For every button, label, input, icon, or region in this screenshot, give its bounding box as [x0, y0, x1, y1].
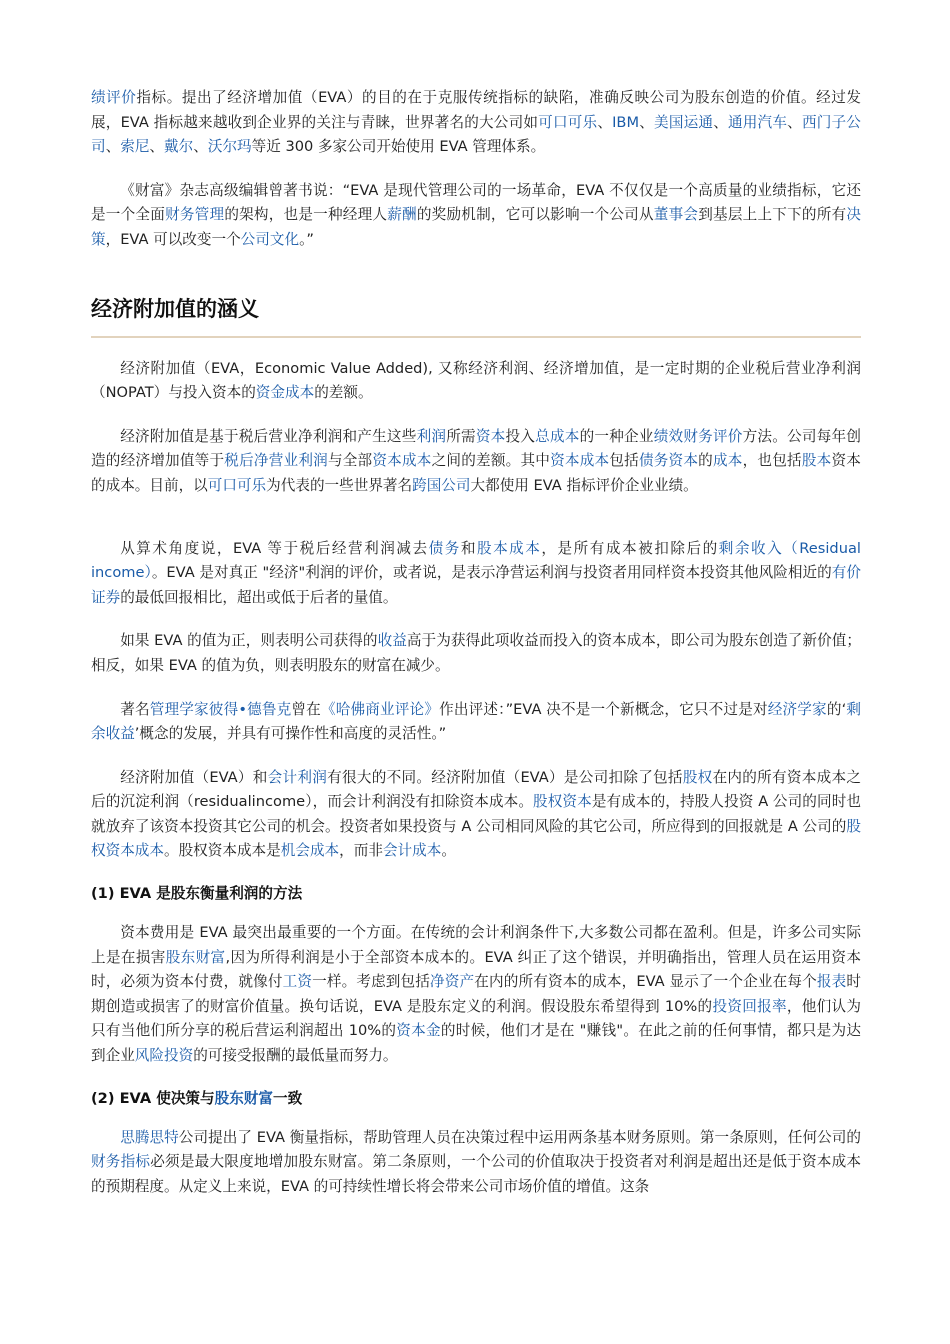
text-run: 、 [639, 113, 655, 131]
subheading [91, 1088, 861, 1110]
body-paragraph [91, 629, 861, 678]
subheading-prefix: (2) EVA 使决策与 [91, 1089, 215, 1107]
inline-link[interactable]: IBM [612, 113, 640, 131]
text-run: 的奖励机制，它可以影响一个公司从 [416, 206, 654, 224]
subheading: (1) EVA 是股东衡量利润的方法 [91, 885, 303, 903]
text-run: 到基层上上下下的所有 [698, 206, 847, 224]
inline-link[interactable]: 会计利润 [267, 768, 328, 786]
text-run: 的可接受报酬的最低量而努力。 [193, 1047, 398, 1065]
inline-link[interactable]: 沃尔玛 [207, 138, 252, 156]
document-page [91, 86, 861, 1199]
inline-link[interactable]: 净资产 [430, 973, 475, 991]
text-run: ，而非 [339, 842, 383, 860]
inline-link[interactable]: 戴尔 [164, 138, 194, 156]
text-run: 、 [105, 138, 121, 156]
body-paragraph [91, 698, 861, 747]
inline-link[interactable]: 股东财富 [214, 1089, 273, 1107]
inline-link[interactable]: 股权 [682, 768, 713, 786]
inline-link[interactable]: 会计成本 [382, 842, 442, 860]
inline-link[interactable]: 思腾思特 [120, 1128, 179, 1146]
inline-link[interactable]: 风险投资 [134, 1047, 194, 1065]
inline-link[interactable]: 工资 [282, 973, 313, 991]
text-run: 高于为获得此项收益而投入的资本成本，即公司为股东创造了新价值；相反，如果 EVA 的值为负，则表明股东的财富在减少。 [91, 632, 861, 674]
text-run: ,因为所得利润是小于全部资本成本的。EVA 纠正了这个错误，并明确指出，管理人员在运用资本时，必须为资本付费，就像付 [91, 948, 861, 991]
text-run: 公司提出了 EVA 衡量指标，帮助管理人员在决策过程中运用两条基本财务原则。第一条原则，任何公司的 [178, 1128, 861, 1146]
text-run: 。EVA 是对真正 "经济"利润的评价，或者说，是表示净营运利润与投资者用同样资本投资其他风险相近的 [151, 564, 832, 582]
inline-link[interactable]: 资本成本 [550, 452, 610, 470]
intro-paragraph [91, 179, 861, 253]
inline-link[interactable]: 跨国公司 [412, 476, 471, 494]
inline-link[interactable]: 有价证券 [91, 564, 861, 606]
inline-link[interactable]: 公司文化 [240, 230, 300, 248]
inline-link[interactable]: 利润 [416, 427, 447, 445]
text-run: 大都使用 EVA 指标评价企业业绩。 [470, 476, 698, 494]
text-run: 资本费用是 EVA 最突出最重要的一个方面。在传统的会计利润条件下,大多数公司都在盈利。但是，许多公司实际上是在损害 [91, 924, 861, 966]
text-run: 的差额。 [314, 384, 373, 402]
inline-link[interactable]: 股权资本 [533, 793, 592, 811]
inline-link[interactable]: 总成本 [535, 427, 580, 445]
text-run: 与全部 [327, 452, 373, 470]
text-run: 的时候，他们才是在 "赚钱"。在此之前的任何事情，都只是为达到企业 [91, 1022, 861, 1065]
text-run: 作出评述：”EVA 决不是一个新概念，它只不过是对 [439, 700, 768, 718]
text-run: 从算术角度说，EVA 等于税后经营利润减去 [120, 539, 429, 557]
body-paragraph [91, 921, 861, 1069]
inline-link[interactable]: 股权资本成本 [91, 817, 861, 860]
text-run: 著名 [120, 700, 150, 718]
text-run: 、 [787, 113, 802, 131]
text-run: 是有成本的，持股人投资 A 公司的同时也就放弃了该资本投资其它公司的机会。投资者如果投资与 A 公司相同风险的其它公司，所应得到的回报就是 A 公司的 [91, 793, 861, 835]
text-run: 、 [597, 113, 613, 131]
inline-link[interactable]: 董事会 [653, 206, 699, 224]
inline-link[interactable]: 股本 [801, 452, 832, 470]
text-run: 一样。考虑到包括 [312, 973, 431, 991]
inline-link[interactable]: 管理学家彼得•德鲁克 [149, 700, 292, 718]
text-run: 有很大的不同。经济附加值（EVA）是公司扣除了包括 [327, 768, 683, 786]
inline-link[interactable]: 绩评价 [91, 89, 137, 106]
text-run: 如果 EVA 的值为正，则表明公司获得的 [120, 632, 378, 650]
text-run: 经济附加值（EVA）和 [120, 768, 268, 786]
section-title: 经济附加值的涵义 [91, 296, 259, 321]
inline-link[interactable]: 资金成本 [255, 384, 315, 402]
inline-link[interactable]: 剩余收益 [91, 700, 861, 743]
inline-link[interactable]: 可口可乐 [207, 476, 267, 494]
inline-link[interactable]: 经济学家 [767, 700, 827, 718]
inline-link[interactable]: 财务指标 [91, 1153, 151, 1171]
inline-link[interactable]: 索尼 [120, 138, 150, 156]
body-paragraph [91, 357, 861, 406]
inline-link[interactable]: 税后净营业利润 [224, 452, 328, 470]
inline-link[interactable]: 投资回报率 [712, 997, 787, 1015]
text-run: 、 [713, 113, 728, 131]
text-run: 指标。提出了经济增加值（EVA）的目的在于克服传统指标的缺陷，准确反映公司为股东创造的价值。经过发展，EVA 指标越来越收到企业界的关注与青睐，世界著名的大公司如 [91, 89, 861, 131]
inline-link[interactable]: 美国运通 [654, 113, 714, 131]
text-run: 在内的所有资本成本之后的沉淀利润（residualincome），而会计利润没有扣除资本成本。 [91, 768, 861, 811]
inline-link[interactable]: 决策 [91, 206, 861, 248]
text-run: 和 [460, 539, 477, 557]
text-run: 的‘ [826, 700, 847, 718]
body-paragraph [91, 537, 861, 611]
text-run: 时期创造或损害了的财富价值量。换句话说，EVA 是股东定义的利润。假设股东希望得到 10%的 [91, 973, 861, 1015]
section-divider [91, 336, 861, 338]
inline-link[interactable]: 债务 [428, 539, 461, 557]
text-run: 的一种企业 [579, 427, 654, 445]
inline-link[interactable]: 报表 [816, 973, 847, 991]
inline-link[interactable]: 资本成本 [372, 452, 432, 470]
inline-link[interactable]: 资本金 [396, 1022, 441, 1040]
text-run: 在内的所有资本的成本，EVA 显示了一个企业在每个 [474, 973, 817, 991]
inline-link[interactable]: 债务资本 [638, 452, 699, 470]
inline-link[interactable]: 绩效财务评价 [653, 427, 743, 445]
text-run: 方法。公司每年创造的经济增加值等于 [91, 427, 861, 470]
text-run: 的最低回报相比，超出或低于后者的量值。 [120, 588, 398, 606]
body-paragraph [91, 425, 861, 499]
text-run: 所需 [446, 427, 476, 445]
text-run: ，EVA 可以改变一个 [105, 230, 241, 248]
inline-link[interactable]: 成本 [712, 452, 743, 470]
inline-link[interactable]: 通用汽车 [727, 113, 788, 131]
text-run: 、 [193, 138, 208, 156]
text-run: ’概念的发展，并具有可操作性和高度的灵活性。” [134, 725, 447, 743]
inline-link[interactable]: 资本 [475, 427, 506, 445]
body-paragraph [91, 1126, 861, 1200]
inline-link[interactable]: 股本成本 [476, 539, 542, 557]
text-run: 的架构，也是一种经理人 [224, 206, 388, 224]
inline-link[interactable]: 股东财富 [165, 948, 226, 966]
text-run: 等近 300 多家公司开始使用 EVA 管理体系。 [251, 138, 546, 156]
text-run: 为代表的一些世界著名 [266, 476, 413, 494]
text-run: 。” [299, 230, 314, 248]
text-run: ，也包括 [742, 452, 802, 470]
text-run: 的 [698, 452, 713, 470]
text-run: ，他们认为只有当他们所分享的税后营运利润超出 10%的 [91, 997, 861, 1040]
text-run: 必须是最大限度地增加股东财富。第二条原则，一个公司的价值取决于投资者对利润是超出还是低于资本成本的预期程度。从定义上来说，EVA 的可持续性增长将会带来公司市场价值的增值。这条 [91, 1153, 861, 1195]
inline-link[interactable]: 薪酬 [387, 206, 417, 224]
text-run: ，是所有成本被扣除后的 [541, 539, 719, 557]
inline-link[interactable]: 可口可乐 [538, 113, 598, 131]
text-run: 曾在 [291, 700, 321, 718]
text-run: 之间的差额。其中 [431, 452, 551, 470]
inline-link[interactable]: 机会成本 [280, 842, 340, 860]
text-run: 。股权资本成本是 [163, 842, 281, 860]
text-run: 经济附加值（EVA，Economic Value Added), 又称经济利润、经济增加值，是一定时期的企业税后营业净利润（NOPAT）与投入资本的 [91, 359, 861, 402]
inline-link[interactable]: 剩余收入（Residual income） [91, 539, 861, 582]
intro-paragraph [91, 86, 861, 160]
inline-link[interactable]: 西门子公司 [91, 113, 861, 156]
body-paragraph [91, 766, 861, 864]
text-run: 。 [441, 842, 456, 860]
text-run: 、 [149, 138, 165, 156]
text-run: 投入 [505, 427, 536, 445]
text-run: 资本的成本。目前，以 [91, 452, 861, 494]
text-run: 《财富》杂志高级编辑曾著书说：“EVA 是现代管理公司的一场革命，EVA 不仅仅是一个高质量的业绩指标，它还是一个全面 [91, 181, 861, 224]
inline-link[interactable]: 《哈佛商业评论》 [320, 700, 440, 718]
subheading-suffix: 一致 [273, 1089, 303, 1107]
inline-link[interactable]: 收益 [377, 632, 407, 650]
text-run: 包括 [609, 452, 639, 470]
inline-link[interactable]: 财务管理 [165, 206, 225, 224]
text-run: 经济附加值是基于税后营业净利润和产生这些 [120, 427, 417, 445]
